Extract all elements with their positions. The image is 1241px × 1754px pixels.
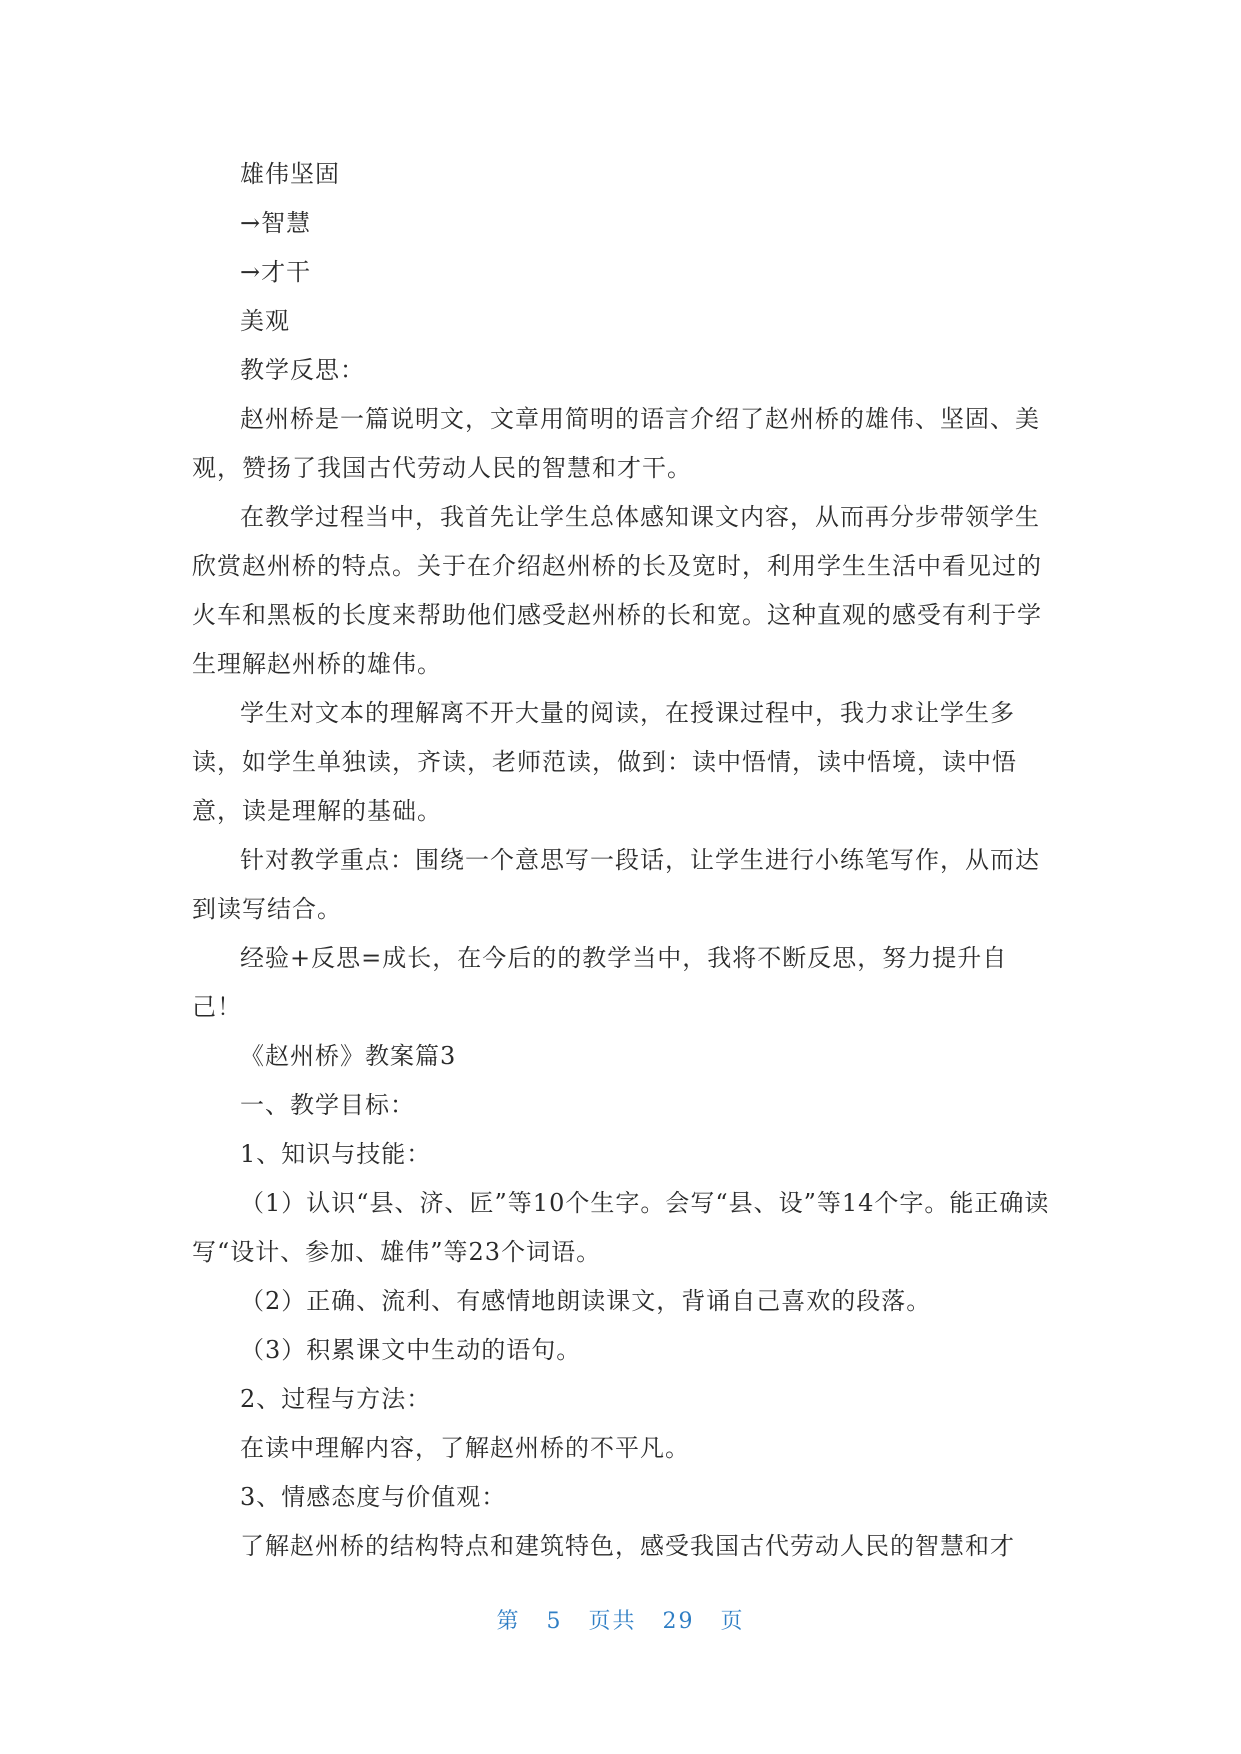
paragraph: （2）正确、流利、有感情地朗读课文，背诵自己喜欢的段落。 — [240, 1287, 932, 1315]
paragraph: 雄伟坚固 — [240, 160, 340, 188]
paragraph: （3）积累课文中生动的语句。 — [240, 1336, 582, 1364]
paragraph: 在教学过程当中，我首先让学生总体感知课文内容，从而再分步带领学生欣赏赵州桥的特点。关于在介绍赵州桥的长及宽时，利用学生生活中看见过的火车和黑板的长度来帮助他们感受赵州桥的长和宽。这种直观的感受有利于学生理解赵州桥的雄伟。 — [192, 503, 1042, 678]
paragraph: →智慧 — [240, 209, 312, 237]
paragraph: （1）认识“县、济、匠”等10个生字。会写“县、设”等14个字。能正确读写“设计、参加、雄伟”等23个词语。 — [192, 1189, 1050, 1266]
paragraph: 美观 — [240, 307, 290, 335]
paragraph: 针对教学重点：围绕一个意思写一段话，让学生进行小练笔写作，从而达到读写结合。 — [192, 846, 1040, 923]
paragraph: 在读中理解内容，了解赵州桥的不平凡。 — [240, 1434, 690, 1462]
paragraph: 赵州桥是一篇说明文，文章用简明的语言介绍了赵州桥的雄伟、坚固、美观，赞扬了我国古代劳动人民的智慧和才干。 — [192, 405, 1040, 482]
subsection-heading: 1、知识与技能： — [240, 1140, 432, 1168]
page-footer — [0, 1604, 1241, 1635]
paragraph: 了解赵州桥的结构特点和建筑特色，感受我国古代劳动人民的智慧和才 — [240, 1532, 1015, 1560]
section-heading: 一、教学目标： — [240, 1091, 415, 1119]
subsection-heading: 2、过程与方法： — [240, 1385, 432, 1413]
section-heading: 教学反思： — [240, 356, 365, 384]
paragraph: 学生对文本的理解离不开大量的阅读，在授课过程中，我力求让学生多读，如学生单独读，齐读，老师范读，做到：读中悟情，读中悟境，读中悟意，读是理解的基础。 — [192, 699, 1017, 825]
total-pages: 29 — [662, 1609, 695, 1634]
subsection-heading: 3、情感态度与价值观： — [240, 1483, 507, 1511]
paragraph: 经验+反思=成长，在今后的的教学当中，我将不断反思，努力提升自己！ — [192, 944, 1008, 1021]
page-number: 5 — [546, 1609, 563, 1634]
footer-middle: 页共 — [588, 1609, 637, 1634]
paragraph: →才干 — [240, 258, 312, 286]
footer-prefix: 第 — [496, 1609, 521, 1634]
section-title: 《赵州桥》教案篇3 — [240, 1042, 457, 1070]
footer-suffix: 页 — [720, 1609, 745, 1634]
body-text — [192, 150, 1052, 1571]
